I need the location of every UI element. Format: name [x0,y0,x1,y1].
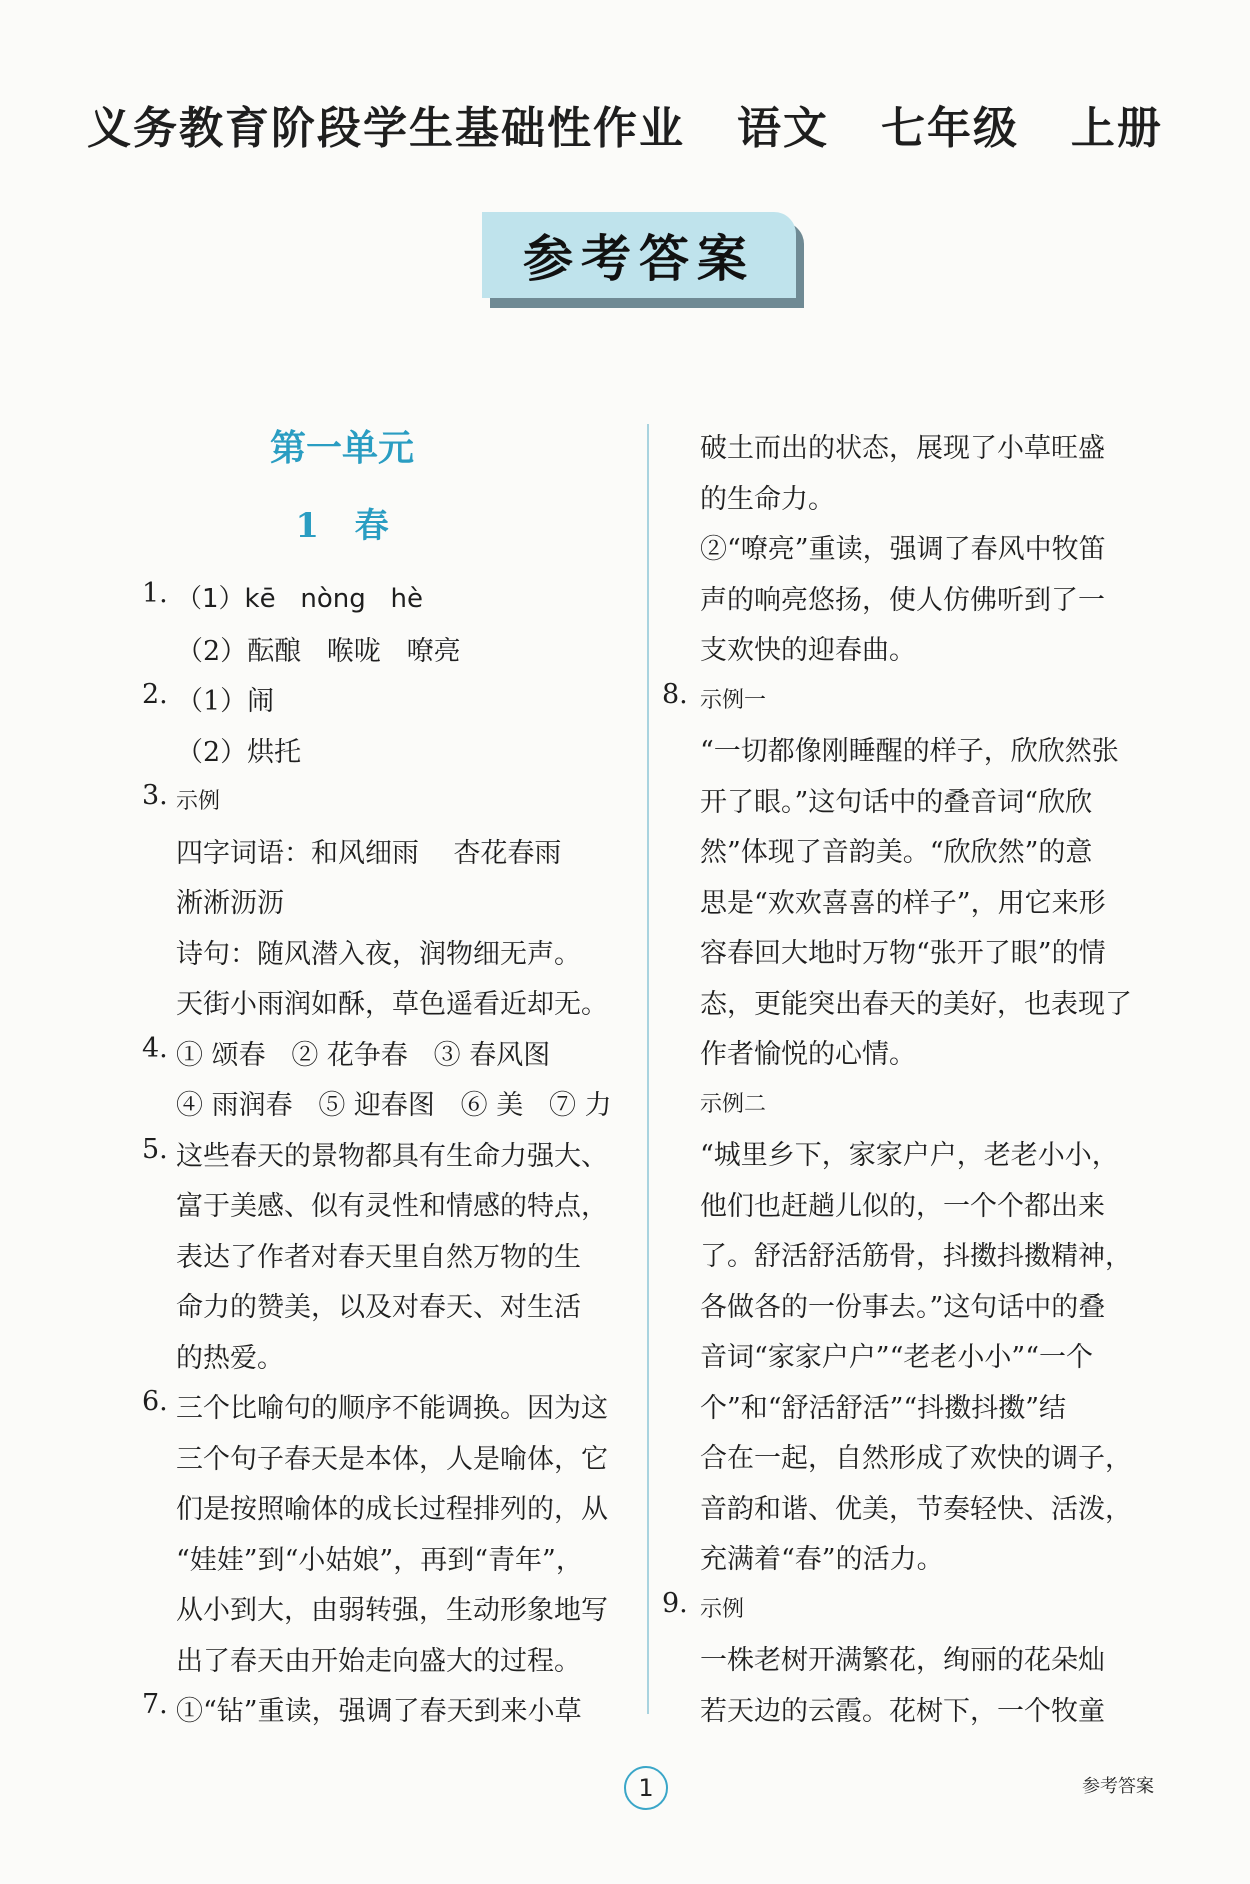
answer-line: 命力的赞美，以及对春天、对生活 [176,1292,581,1323]
answer-line: 示例 [700,1596,745,1622]
answer-line: 开了眼。”这句话中的叠音词“欣欣 [700,786,1093,818]
page-number: 1 [624,1766,668,1810]
answer-line: 示例一 [700,687,767,713]
answer-line: 声的响亮悠扬，使人仿佛听到了一 [700,584,1105,616]
answer-line: 态，更能突出春天的美好，也表现了 [700,988,1132,1020]
question-number: 1. [142,578,168,609]
answer-line: 诗句：随风潜入夜，润物细无声。 [176,938,581,970]
answer-line: 天街小雨润如酥，草色遥看近却无。 [176,989,608,1020]
answer-line: ①“钻”重读，强调了春天到来小草 [176,1696,582,1727]
answer-line: 个”和“舒活舒活”“抖擞抖擞”结 [700,1392,1067,1424]
answer-line: ④ 雨润春 ⑤ 迎春图 ⑥ 美 ⑦ 力 [176,1090,612,1121]
answer-line: 四字词语：和风细雨 杏花春雨 [176,837,562,869]
answer-line: 出了春天由开始走向盛大的过程。 [176,1645,581,1677]
answer-line: ②“嘹亮”重读，强调了春风中牧笛 [700,534,1106,565]
answer-line: 了。舒活舒活筋骨，抖擞抖擞精神， [700,1241,1132,1272]
answer-line: “一切都像刚睡醒的样子，欣欣然张 [700,736,1119,767]
answer-banner [482,212,806,308]
question-number: 4. [142,1032,168,1064]
answer-line: 音韵和谐、优美，节奏轻快、活泼， [700,1493,1132,1525]
answer-line: 示例 [176,789,221,814]
answer-line: 然”体现了音韵美。“欣欣然”的意 [700,837,1093,868]
answer-line: 的热爱。 [176,1342,284,1374]
question-number: 2. [142,679,168,710]
answer-line: “城里乡下，家家户户，老老小小， [700,1140,1119,1171]
answer-line: 富于美感、似有灵性和情感的特点， [176,1191,608,1222]
answer-line: 们是按照喻体的成长过程排列的，从 [176,1494,608,1525]
answer-line: 一株老树开满繁花，绚丽的花朵灿 [700,1645,1105,1676]
answer-line: 这些春天的景物都具有生命力强大、 [176,1140,608,1172]
answer-line: （2）烘托 [176,736,302,768]
answer-line: （2）酝酿 喉咙 嘹亮 [176,635,461,667]
unit-title: 第一单元 [269,428,414,469]
answer-line: “娃娃”到“小姑娘”，再到“青年”， [176,1544,583,1576]
answer-line: 充满着“春”的活力。 [700,1544,944,1575]
answer-line: 若天边的云霞。花树下，一个牧童 [700,1695,1105,1727]
banner-label: 参考答案 [482,212,796,298]
answer-line: 合在一起，自然形成了欢快的调子， [700,1443,1132,1474]
answer-line: 各做各的一份事去。”这句话中的叠 [700,1291,1106,1323]
footer-label: 参考答案 [1082,1776,1154,1797]
answer-line: ① 颂春 ② 花争春 ③ 春风图 [176,1039,551,1071]
answer-line: 思是“欢欢喜喜的样子”，用它来形 [700,887,1106,919]
answer-line: 支欢快的迎春曲。 [700,635,916,666]
lesson-title: 1 春 [295,506,389,546]
question-number: 6. [142,1386,168,1417]
answer-line: 的生命力。 [700,483,835,515]
question-number: 7. [142,1689,168,1720]
answer-line: 从小到大，由弱转强，生动形象地写 [176,1595,608,1626]
question-number: 9. [662,1587,688,1619]
answer-line: 他们也赶趟儿似的，一个个都出来 [700,1190,1105,1222]
answer-line: 音词“家家户户”“老老小小”“一个 [700,1342,1094,1373]
answer-line: （1）闹 [176,686,275,717]
question-number: 5. [142,1133,168,1165]
answer-line: 三个比喻句的顺序不能调换。因为这 [176,1393,608,1424]
column-divider [647,424,649,1714]
answer-line: 淅淅沥沥 [176,888,284,919]
answer-line: 表达了作者对春天里自然万物的生 [176,1241,581,1273]
answer-line: 破土而出的状态，展现了小草旺盛 [700,433,1105,464]
page-header-title: 义务教育阶段学生基础性作业 语文 七年级 上册 [87,103,1163,154]
answer-line: 作者愉悦的心情。 [700,1039,916,1070]
question-number: 8. [662,678,688,710]
answer-line: 三个句子春天是本体，人是喻体，它 [176,1443,608,1475]
answer-line: 容春回大地时万物“张开了眼”的情 [700,938,1106,969]
question-number: 3. [142,780,168,811]
answer-line: 示例二 [700,1091,767,1117]
answer-line: （1）kē nòng hè [176,584,424,614]
